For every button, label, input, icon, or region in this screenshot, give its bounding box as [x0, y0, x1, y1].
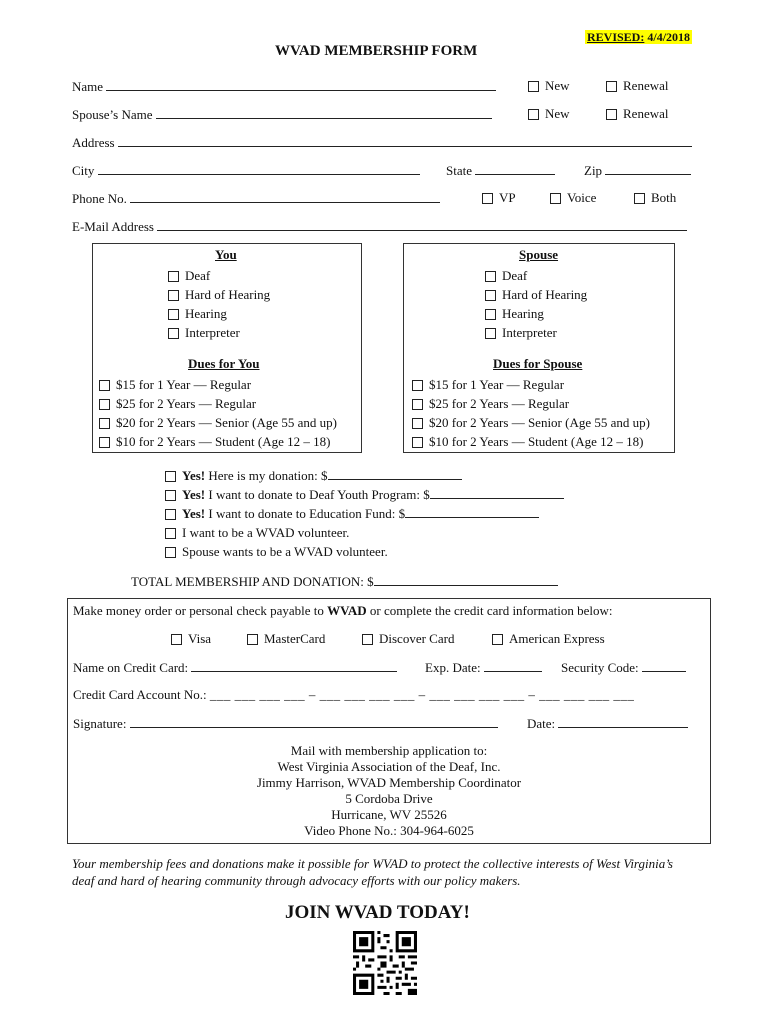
you-option-hearing[interactable] [168, 304, 270, 323]
checkbox[interactable] [412, 437, 423, 448]
checkbox[interactable] [165, 490, 176, 501]
city-field[interactable] [98, 162, 420, 175]
option-label: Hard of Hearing [502, 287, 588, 302]
card-label: American Express [509, 631, 605, 646]
join-title: JOIN WVAD TODAY! [285, 902, 470, 923]
checkbox[interactable] [165, 471, 176, 482]
checkbox[interactable] [485, 290, 496, 301]
you-option-interpreter[interactable] [168, 323, 270, 342]
dues-you-option[interactable] [99, 394, 337, 413]
dues-spouse-title: Dues for Spouse [493, 356, 583, 371]
checkbox[interactable] [247, 634, 258, 645]
donations [165, 466, 564, 561]
checkbox[interactable] [606, 109, 617, 120]
checkbox[interactable] [492, 634, 503, 645]
checkbox[interactable] [485, 271, 496, 282]
account-field[interactable]: ___ ___ ___ ___ – ___ ___ ___ ___ – ___ ___ ___ ___ – ___ ___ ___ ___ [209, 687, 635, 702]
you-title: You [215, 247, 237, 262]
date-field[interactable] [558, 715, 688, 728]
spouse-name-label: Spouse’s Name [72, 107, 153, 122]
new-label: New [545, 106, 570, 121]
name-on-card-label: Name on Credit Card: [73, 660, 189, 675]
dues-spouse-option[interactable] [412, 375, 650, 394]
card-visa[interactable] [171, 631, 211, 647]
checkbox[interactable] [362, 634, 373, 645]
revised-label: REVISED: [587, 30, 645, 44]
card-label: MasterCard [264, 631, 326, 646]
option-label: Hard of Hearing [185, 287, 271, 302]
exp-field[interactable] [484, 659, 542, 672]
renewal-label: Renewal [623, 78, 669, 93]
dues-you-option[interactable] [99, 413, 337, 432]
spouse-new-option[interactable] [528, 106, 570, 122]
you-option-hoh[interactable] [168, 285, 270, 304]
signature-row [73, 715, 498, 732]
option-label: Deaf [502, 268, 528, 283]
email-field[interactable] [157, 218, 687, 231]
checkbox[interactable] [99, 399, 110, 410]
donation-amount-field[interactable] [328, 467, 462, 480]
mail-line: Mail with membership application to: [290, 743, 488, 758]
exp-label: Exp. Date: [425, 660, 481, 675]
option-label: Interpreter [185, 325, 240, 340]
dues-label: $25 for 2 Years — Regular [116, 396, 257, 411]
phone-label: Phone No. [72, 191, 127, 206]
yes-label: Yes! [182, 506, 206, 521]
both-option[interactable] [634, 190, 676, 206]
mail-line: Video Phone No.: 304-964-6025 [304, 823, 474, 838]
name-field[interactable] [106, 78, 496, 91]
checkbox[interactable] [171, 634, 182, 645]
name-on-card-field[interactable] [191, 659, 397, 672]
checkbox[interactable] [412, 380, 423, 391]
voice-label: Voice [567, 190, 597, 205]
name-on-card-row [73, 659, 397, 676]
account-row [73, 687, 634, 703]
checkbox[interactable] [412, 418, 423, 429]
payment-intro [73, 603, 612, 619]
checkbox[interactable] [482, 193, 493, 204]
signature-label: Signature: [73, 716, 127, 731]
state-label: State [446, 163, 472, 178]
card-label: Discover Card [379, 631, 455, 646]
checkbox[interactable] [99, 437, 110, 448]
dues-spouse-option[interactable] [412, 413, 650, 432]
donation-general[interactable] [165, 466, 564, 485]
vp-label: VP [499, 190, 516, 205]
option-label: Hearing [185, 306, 227, 321]
renewal-label: Renewal [623, 106, 669, 121]
spouse-option-interpreter[interactable] [485, 323, 587, 342]
checkbox[interactable] [165, 509, 176, 520]
dues-you-option[interactable] [99, 432, 337, 451]
new-label: New [545, 78, 570, 93]
date-row [527, 715, 688, 732]
city-label: City [72, 163, 95, 178]
donation-youth[interactable] [165, 485, 564, 504]
yes-label: Yes! [182, 487, 206, 502]
donation-label: I want to donate to Deaf Youth Program: $ [208, 487, 430, 502]
mail-line: Jimmy Harrison, WVAD Membership Coordinator [256, 775, 522, 790]
checkbox[interactable] [168, 328, 179, 339]
dues-spouse-option[interactable] [412, 432, 650, 451]
checkbox[interactable] [412, 399, 423, 410]
city-row [72, 162, 420, 179]
address-label: Address [72, 135, 115, 150]
yes-label: Yes! [182, 468, 206, 483]
intro-wvad: WVAD [327, 603, 367, 618]
spouse-name-field[interactable] [156, 106, 492, 119]
both-label: Both [651, 190, 677, 205]
email-label: E-Mail Address [72, 219, 154, 234]
checkbox[interactable] [99, 380, 110, 391]
dues-label: $20 for 2 Years — Senior (Age 55 and up) [116, 415, 337, 430]
checkbox[interactable] [550, 193, 561, 204]
checkbox[interactable] [168, 271, 179, 282]
dues-you-title: Dues for You [188, 356, 260, 371]
zip-field[interactable] [605, 162, 691, 175]
spouse-name-row [72, 106, 492, 123]
card-discover[interactable] [362, 631, 454, 647]
checkbox[interactable] [168, 290, 179, 301]
mail-line: West Virginia Association of the Deaf, Inc. [277, 759, 501, 774]
address-row [72, 134, 692, 151]
address-field[interactable] [118, 134, 692, 147]
total-field[interactable] [374, 573, 558, 586]
total-label: TOTAL MEMBERSHIP AND DONATION: $ [131, 574, 374, 589]
checkbox[interactable] [634, 193, 645, 204]
email-row [72, 218, 687, 235]
dues-spouse-option[interactable] [412, 394, 650, 413]
you-options [168, 266, 270, 342]
spouse-volunteer-option[interactable] [165, 542, 564, 561]
phone-row [72, 190, 440, 207]
footer-note: Your membership fees and donations make it possible for WVAD to protect the collective interests of West Virginia’s deaf and hard of hearing community through advocacy efforts with our policy makers. [72, 856, 673, 888]
state-field[interactable] [475, 162, 555, 175]
name-new-option[interactable] [528, 78, 570, 94]
checkbox[interactable] [168, 309, 179, 320]
name-row [72, 78, 496, 95]
dues-label: $15 for 1 Year — Regular [429, 377, 565, 392]
zip-row [584, 162, 691, 179]
checkbox[interactable] [528, 109, 539, 120]
phone-field[interactable] [130, 190, 440, 203]
checkbox[interactable] [528, 81, 539, 92]
signature-field[interactable] [130, 715, 498, 728]
checkbox[interactable] [165, 528, 176, 539]
dues-label: $25 for 2 Years — Regular [429, 396, 570, 411]
spouse-option-deaf[interactable] [485, 266, 587, 285]
total-row [131, 573, 558, 590]
donation-education[interactable] [165, 504, 564, 523]
donation-amount-field[interactable] [430, 486, 564, 499]
volunteer-option[interactable] [165, 523, 564, 542]
revised-stamp [585, 29, 692, 45]
intro-text-end: or complete the credit card information below: [366, 603, 613, 618]
state-row [446, 162, 555, 179]
donation-label: I want to donate to Education Fund: $ [208, 506, 406, 521]
security-label: Security Code: [561, 660, 639, 675]
card-amex[interactable] [492, 631, 605, 647]
zip-label: Zip [584, 163, 603, 178]
checkbox[interactable] [485, 309, 496, 320]
mail-block [67, 743, 711, 839]
dues-spouse-options [412, 375, 650, 451]
checkbox[interactable] [99, 418, 110, 429]
checkbox[interactable] [606, 81, 617, 92]
checkbox[interactable] [165, 547, 176, 558]
revised-date: 4/4/2018 [647, 30, 691, 44]
qr-code-icon [353, 931, 417, 995]
mail-line: 5 Cordoba Drive [345, 791, 433, 806]
checkbox[interactable] [485, 328, 496, 339]
dues-label: $10 for 2 Years — Student (Age 12 – 18) [116, 434, 331, 449]
option-label: Deaf [185, 268, 211, 283]
spouse-volunteer-label: Spouse wants to be a WVAD volunteer. [182, 544, 388, 559]
spouse-option-hearing[interactable] [485, 304, 587, 323]
spouse-renewal-option[interactable] [606, 106, 668, 122]
dues-you-options [99, 375, 337, 451]
dues-label: $15 for 1 Year — Regular [116, 377, 252, 392]
vp-option[interactable] [482, 190, 516, 206]
spouse-options [485, 266, 587, 342]
spouse-option-hoh[interactable] [485, 285, 587, 304]
option-label: Interpreter [502, 325, 557, 340]
dues-label: $20 for 2 Years — Senior (Age 55 and up) [429, 415, 650, 430]
card-label: Visa [188, 631, 212, 646]
security-field[interactable] [642, 659, 686, 672]
card-mastercard[interactable] [247, 631, 325, 647]
dues-label: $10 for 2 Years — Student (Age 12 – 18) [429, 434, 644, 449]
exp-row [425, 659, 542, 676]
voice-option[interactable] [550, 190, 596, 206]
account-label: Credit Card Account No.: [73, 687, 207, 702]
option-label: Hearing [502, 306, 544, 321]
intro-text: Make money order or personal check payable to [73, 603, 328, 618]
you-option-deaf[interactable] [168, 266, 270, 285]
date-label: Date: [527, 716, 556, 731]
name-renewal-option[interactable] [606, 78, 668, 94]
name-label: Name [72, 79, 104, 94]
mail-line: Hurricane, WV 25526 [331, 807, 447, 822]
donation-amount-field[interactable] [405, 505, 539, 518]
form-title: WVAD MEMBERSHIP FORM [275, 43, 478, 59]
donation-label: Here is my donation: $ [208, 468, 328, 483]
dues-you-option[interactable] [99, 375, 337, 394]
volunteer-label: I want to be a WVAD volunteer. [182, 525, 350, 540]
security-row [561, 659, 686, 676]
spouse-title: Spouse [519, 247, 559, 262]
